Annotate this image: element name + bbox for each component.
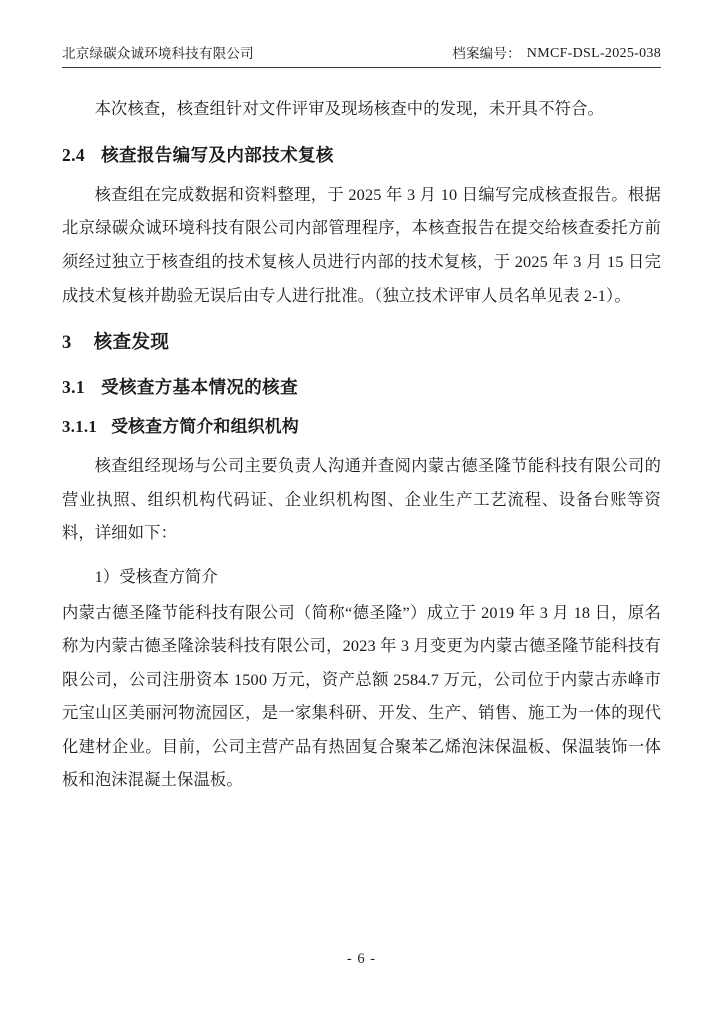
paragraph-2-4: 核查组在完成数据和资料整理，于 2025 年 3 月 10 日编写完成核查报告。根据北京绿碳众诚环境科技有限公司内部管理程序，本核查报告在提交给核查委托方前须经过独立于核查组的技术复核人员进行内部的技术复核，于 2025 年 3 月 15 日完成技术复核并勘验无误后由专人进行批准。（独立技术评审人员名单见表 2-1）。	[62, 184, 661, 305]
heading-3	[62, 330, 661, 358]
page-header	[62, 42, 661, 68]
heading-3-number: 3	[62, 333, 72, 354]
list-item-1: 1）受核查方简介	[94, 566, 218, 586]
paragraph-company-profile: 内蒙古德圣隆节能科技有限公司（简称“德圣隆”）成立于 2019 年 3 月 18 日，原名称为内蒙古德圣隆涂装科技有限公司，2023 年 3 月变更为内蒙古德圣隆节能科技有限公司，公司注册资本 1500 万元，资产总额 2584.7 万元，公司位于内蒙古赤峰市元宝山区美丽河物流园区，是一家集科研、开发、生产、销售、施工为一体的现代化建材企业。目前，公司主营产品有热固复合聚苯乙烯泡沫保温板、保温装饰一体板和泡沫混凝土保温板。	[62, 602, 661, 790]
heading-3-1-1-title: 受核查方简介和组织机构	[111, 417, 299, 437]
heading-2-4	[62, 142, 661, 168]
header-company-name: 北京绿碳众诚环境科技有限公司	[62, 46, 254, 61]
heading-3-1-1-number: 3.1.1	[62, 417, 98, 437]
heading-3-1-number: 3.1	[62, 376, 86, 397]
page-footer	[0, 951, 723, 968]
header-archive	[452, 42, 661, 62]
heading-3-1	[62, 374, 661, 400]
heading-3-1-title: 受核查方基本情况的核查	[101, 376, 298, 397]
heading-3-title: 核查发现	[93, 333, 170, 354]
page-number: - 6 -	[346, 951, 377, 967]
archive-number-value: NMCF-DSL-2025-038	[526, 46, 661, 61]
paragraph-3-1-1: 核查组经现场与公司主要负责人沟通并查阅内蒙古德圣隆节能科技有限公司的营业执照、组织机构代码证、企业织机构图、企业生产工艺流程、设备台账等资料，详细如下：	[62, 456, 661, 543]
paragraph-intro: 本次核查，核查组针对文件评审及现场核查中的发现，未开具不符合。	[94, 99, 604, 118]
archive-number-label: 档案编号：	[452, 46, 521, 61]
heading-3-1-1	[62, 414, 661, 439]
heading-2-4-title: 核查报告编写及内部技术复核	[101, 144, 334, 165]
heading-2-4-number: 2.4	[62, 144, 86, 165]
